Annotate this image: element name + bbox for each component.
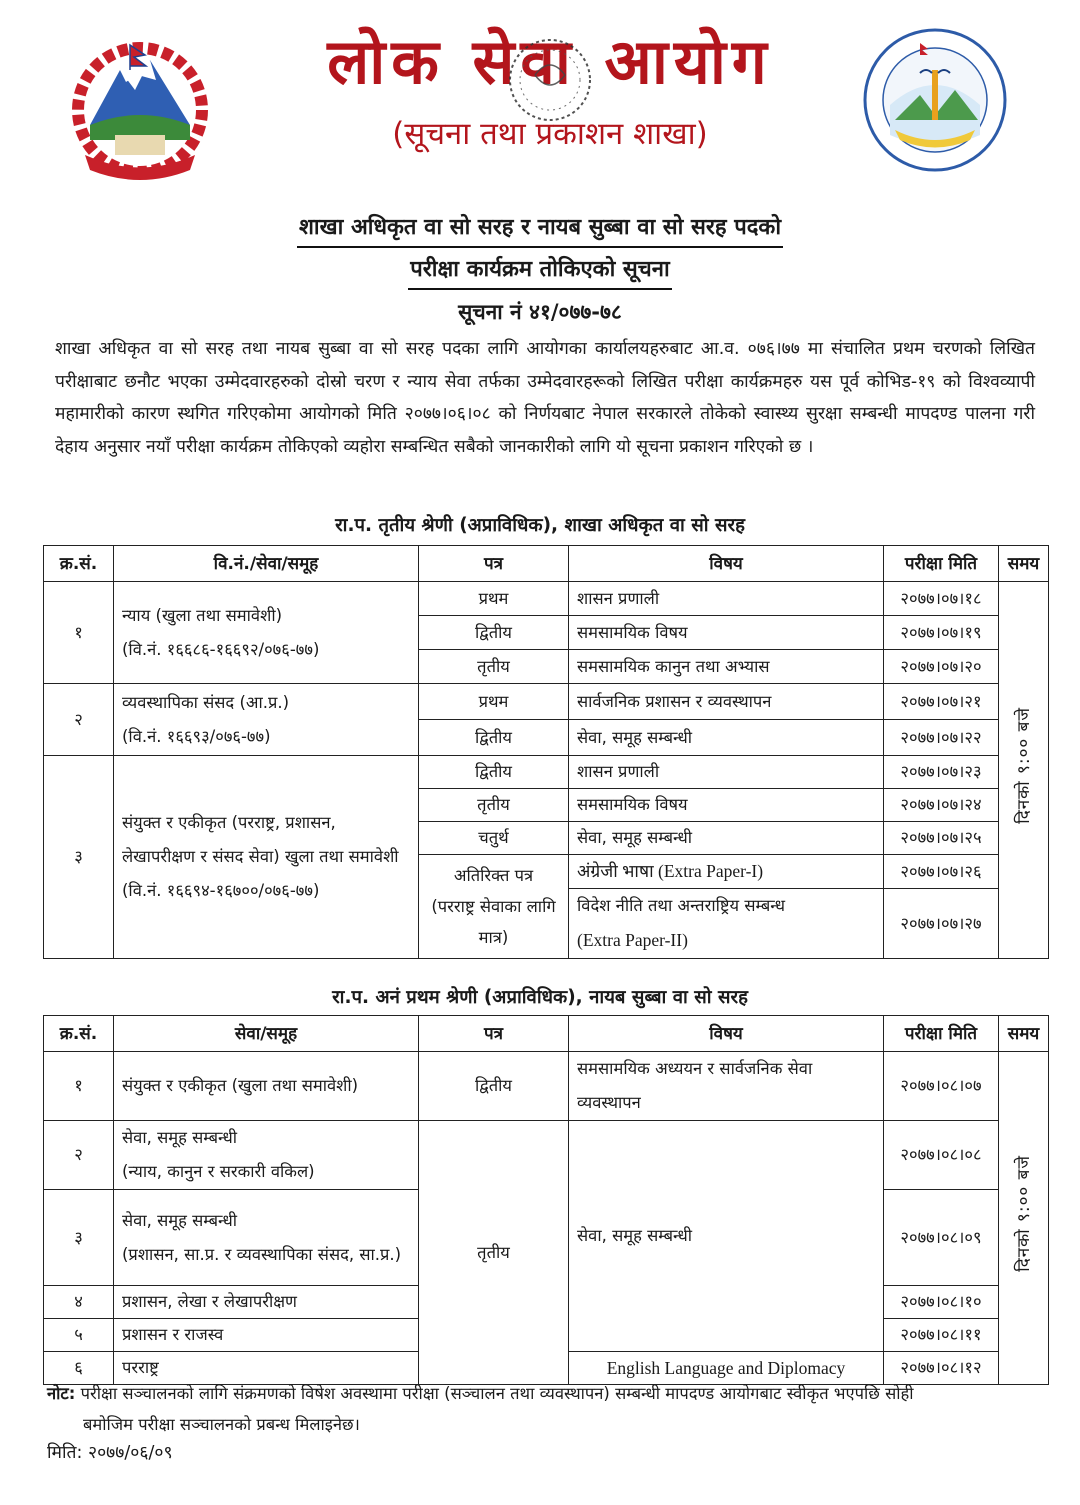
paper: द्वितीय	[419, 756, 569, 789]
service-name: सेवा, समूह सम्बन्धी	[122, 1128, 238, 1147]
service-name: व्यवस्थापिका संसद (आ.प्र.)	[122, 692, 290, 712]
table-row	[44, 1121, 1049, 1190]
advertisement-number: (वि.नं. १६६९३/०७६-७७)	[122, 726, 271, 746]
serial-number: २	[44, 1121, 114, 1190]
serial-number: ३	[44, 756, 114, 959]
table-row	[44, 582, 1049, 616]
table1-heading: रा.प. तृतीय श्रेणी (अप्राविधिक), शाखा अधिकृत वा सो सरह	[335, 515, 745, 536]
col-header-subject: विषय	[569, 1016, 884, 1052]
service-group: संयुक्त र एकीकृत (खुला तथा समावेशी)	[114, 1052, 419, 1121]
col-header-time: समय	[999, 546, 1049, 582]
note-text-line2: बमोजिम परीक्षा सञ्चालनको प्रबन्ध मिलाइनेछ।	[83, 1415, 360, 1434]
org-subtitle: (सूचना तथा प्रकाशन शाखा)	[392, 116, 708, 152]
notice-title-line1: शाखा अधिकृत वा सो सरह र नायब सुब्बा वा सो सरह पदको	[297, 210, 783, 248]
service-group: प्रशासन र राजस्व	[114, 1319, 419, 1352]
paper: द्वितीय	[419, 616, 569, 650]
intro-paragraph: शाखा अधिकृत वा सो सरह तथा नायब सुब्बा वा सो सरह पदका लागि आयोगका कार्यालयहरुबाट आ.व. ०७६।७७ मा संचालित प्रथम चरणको लिखित परीक्षाबाट छनौट भएका उम्मेदवारहरुको दोस्रो चरण र न्याय सेवा तर्फका उम्मेदवारहरूको लिखित परीक्षा कार्यक्रमहरु यस पूर्व कोभिड-१९ को विश्वव्यापी महामारीको कारण स्थगित गरिएकोमा आयोगको मिति २०७७।०६।०८ को निर्णयबाट नेपाल सरकारले तोकेको स्वास्थ्य सुरक्षा सम्बन्धी मापदण्ड पालना गरी देहाय अनुसार नयाँ परीक्षा कार्यक्रम तोकिएको व्यहोरा सम्बन्धित सबैको जानकारीको लागि यो सूचना प्रकाशन गरिएको छ ।	[55, 339, 1035, 457]
nepal-emblem-icon	[60, 30, 220, 190]
col-header-paper: पत्र	[419, 1016, 569, 1052]
exam-date: २०७७।०७।२५	[884, 822, 999, 855]
subject: सार्वजनिक प्रशासन र व्यवस्थापन	[569, 684, 884, 720]
exam-time-label: दिनको ९:०० बजे	[1013, 706, 1034, 824]
exam-date: २०७७।०८।१२	[884, 1352, 999, 1385]
col-header-time: समय	[999, 1016, 1049, 1052]
service-name: संयुक्त र एकीकृत (परराष्ट्र, प्रशासन, लेखापरीक्षण र संसद सेवा) खुला तथा समावेशी	[122, 813, 399, 866]
notice-date: मिति: २०७७/०६/०९	[47, 1443, 173, 1463]
subject: शासन प्रणाली	[569, 582, 884, 616]
service-name: सेवा, समूह सम्बन्धी	[122, 1210, 238, 1230]
serial-number: ५	[44, 1319, 114, 1352]
service-group	[114, 1190, 419, 1286]
table-row	[44, 684, 1049, 720]
service-group: प्रशासन, लेखा र लेखापरीक्षण	[114, 1286, 419, 1319]
col-header-sn: क्र.सं.	[44, 1016, 114, 1052]
exam-date: २०७७।०८।०८	[884, 1121, 999, 1190]
notice-number: सूचना नं ४१/०७७-७८	[458, 300, 622, 324]
service-group: परराष्ट्र	[114, 1352, 419, 1385]
paper: चतुर्थ	[419, 822, 569, 855]
officer-exam-schedule-table	[43, 545, 1049, 959]
table2-heading: रा.प. अनं प्रथम श्रेणी (अप्राविधिक), नायब सुब्बा वा सो सरह	[332, 987, 748, 1008]
table-row	[44, 756, 1049, 789]
col-header-exam-date: परीक्षा मिति	[884, 1016, 999, 1052]
subject	[569, 855, 884, 889]
footnote	[47, 1378, 1037, 1440]
col-header-exam-date: परीक्षा मिति	[884, 546, 999, 582]
notice-title	[0, 210, 1080, 290]
subject: समसामयिक विषय	[569, 789, 884, 822]
subject: समसामयिक अध्ययन र सार्वजनिक सेवा व्यवस्थापन	[569, 1052, 884, 1121]
paper: द्वितीय	[419, 1052, 569, 1121]
paper: प्रथम	[419, 684, 569, 720]
col-header-service: सेवा/समूह	[114, 1016, 419, 1052]
serial-number: ३	[44, 1190, 114, 1286]
subba-exam-schedule-table	[43, 1015, 1049, 1385]
exam-date: २०७७।०७।२३	[884, 756, 999, 789]
subject: सेवा, समूह सम्बन्धी	[569, 822, 884, 855]
exam-date: २०७७।०८।०७	[884, 1052, 999, 1121]
exam-date: २०७७।०७।१९	[884, 616, 999, 650]
col-header-service: वि.नं./सेवा/समूह	[114, 546, 419, 582]
exam-date: २०७७।०७।२६	[884, 855, 999, 889]
serial-number: ६	[44, 1352, 114, 1385]
subject-text-en: (Extra Paper-II)	[577, 930, 688, 950]
advertisement-number: (वि.नं. १६६८६-१६६९२/०७६-७७)	[122, 639, 320, 659]
serial-number: ४	[44, 1286, 114, 1319]
org-title: लोक सेवा आयोग	[327, 25, 773, 98]
col-header-paper: पत्र	[419, 546, 569, 582]
subject: सेवा, समूह सम्बन्धी	[569, 1121, 884, 1352]
note-label: नोट:	[47, 1384, 76, 1403]
service-group	[114, 756, 419, 959]
exam-date: २०७७।०८।०९	[884, 1190, 999, 1286]
exam-date: २०७७।०७।२२	[884, 720, 999, 756]
table-header-row	[44, 546, 1049, 582]
paper: तृतीय	[419, 1121, 569, 1385]
exam-date: २०७७।०७।२४	[884, 789, 999, 822]
col-header-sn: क्र.सं.	[44, 546, 114, 582]
service-group	[114, 1121, 419, 1190]
col-header-subject: विषय	[569, 546, 884, 582]
service-detail: (न्याय, कानुन र सरकारी वकिल)	[122, 1162, 315, 1181]
subject	[569, 889, 884, 959]
exam-date: २०७७।०७।२१	[884, 684, 999, 720]
table-row	[44, 1052, 1049, 1121]
exam-time-label: दिनको ९:०० बजे	[1013, 1154, 1034, 1272]
exam-date: २०७७।०७।२७	[884, 889, 999, 959]
paper: तृतीय	[419, 789, 569, 822]
letterhead	[0, 0, 1080, 200]
table-header-row	[44, 1016, 1049, 1052]
exam-date: २०७७।०७।१८	[884, 582, 999, 616]
subject: समसामयिक विषय	[569, 616, 884, 650]
notice-title-line2: परीक्षा कार्यक्रम तोकिएको सूचना	[408, 252, 671, 290]
exam-time	[999, 1052, 1049, 1385]
subject-text: अंग्रेजी भाषा (Extra Paper-I)	[577, 861, 764, 881]
paper-extra: अतिरिक्त पत्र	[453, 866, 534, 885]
note-text-line1: परीक्षा सञ्चालनको लागि संक्रमणको विषेश अवस्थामा परीक्षा (सञ्चालन तथा व्यवस्थापन) सम्बन्धी मापदण्ड आयोगबाट स्वीकृत भएपछि सोही	[75, 1384, 914, 1403]
subject-text-en: English Language and Diplomacy	[606, 1357, 846, 1378]
exam-date: २०७७।०७।२०	[884, 650, 999, 684]
paper: तृतीय	[419, 650, 569, 684]
advertisement-number: (वि.नं. १६६९४-१६७००/०७६-७७)	[122, 881, 320, 900]
paper	[419, 855, 569, 959]
subject: समसामयिक कानुन तथा अभ्यास	[569, 650, 884, 684]
exam-date: २०७७।०८।१०	[884, 1286, 999, 1319]
subject: शासन प्रणाली	[569, 756, 884, 789]
service-group	[114, 684, 419, 756]
paper: द्वितीय	[419, 720, 569, 756]
exam-time	[999, 582, 1049, 959]
exam-date: २०७७।०८।११	[884, 1319, 999, 1352]
psc-logo-icon	[860, 25, 1010, 175]
serial-number: १	[44, 1052, 114, 1121]
service-detail: (प्रशासन, सा.प्र. र व्यवस्थापिका संसद, सा.प्र.)	[122, 1244, 402, 1264]
serial-number: १	[44, 582, 114, 684]
serial-number: २	[44, 684, 114, 756]
service-name: न्याय (खुला तथा समावेशी)	[122, 605, 283, 625]
paper: प्रथम	[419, 582, 569, 616]
service-group	[114, 582, 419, 684]
subject: सेवा, समूह सम्बन्धी	[569, 720, 884, 756]
subject-text: विदेश नीति तथा अन्तराष्ट्रिय सम्बन्ध	[577, 896, 785, 915]
paper-extra-note: (परराष्ट्र सेवाका लागि मात्र)	[431, 897, 556, 947]
